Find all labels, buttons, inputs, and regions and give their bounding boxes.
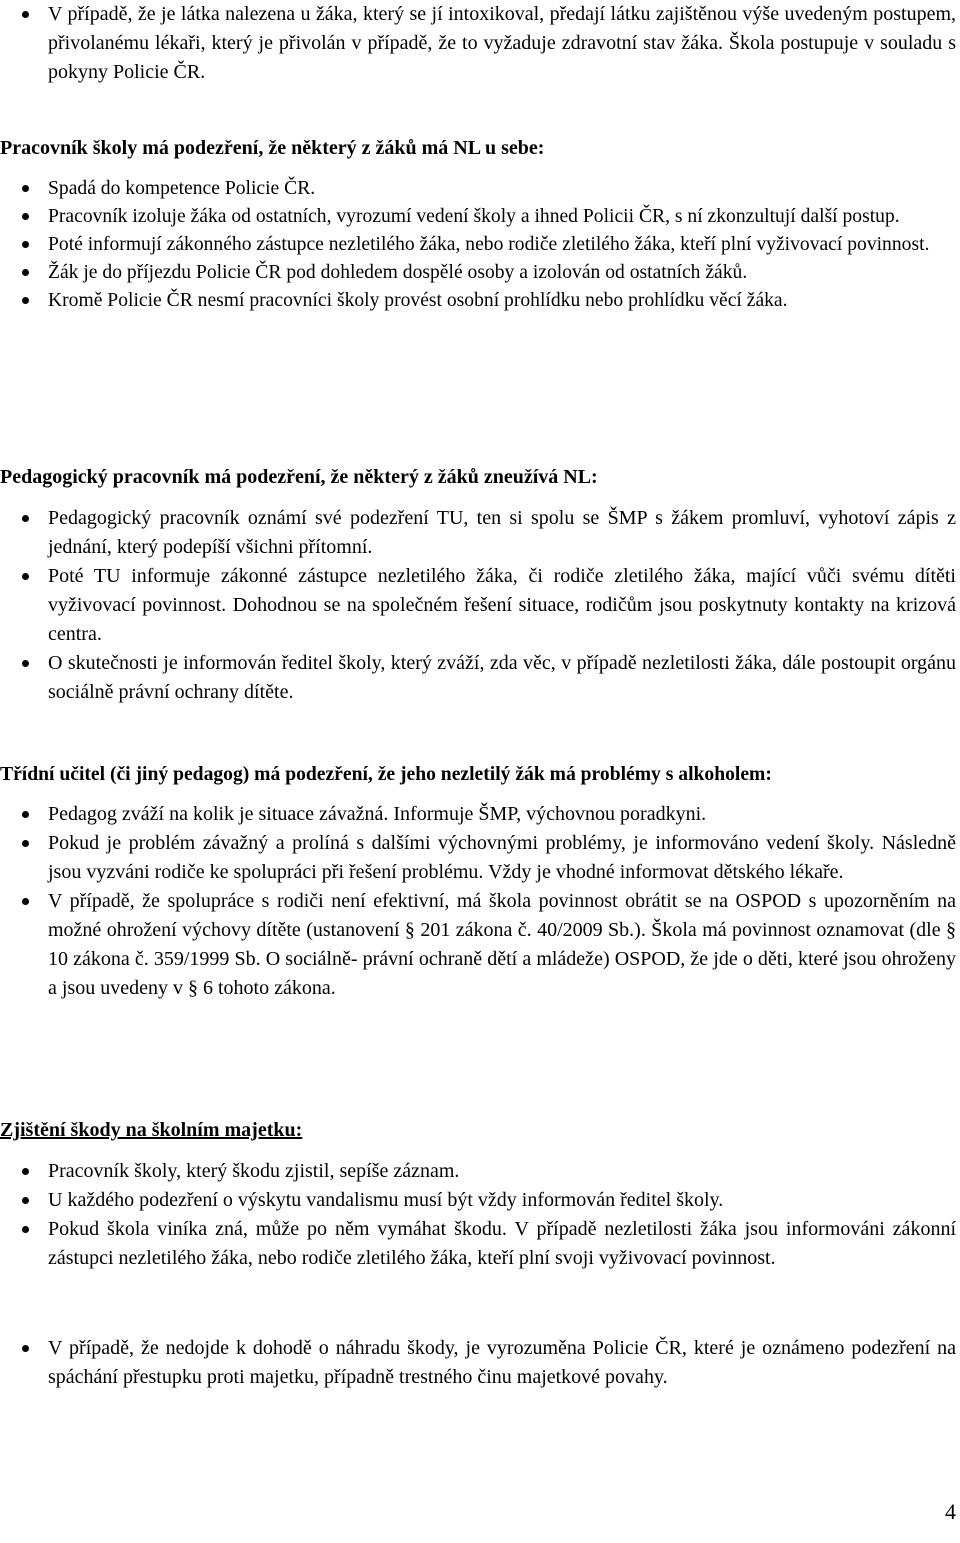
page-number: 4 [945,1499,956,1524]
bullet-list [0,0,956,87]
section-nl-possession [0,133,956,315]
section-heading: Pedagogický pracovník má podezření, že některý z žáků zneužívá NL: [0,466,598,488]
list-item-text: V případě, že je látka nalezena u žáka, který se jí intoxikoval, předají látku zajištěnou výše uvedeným postupem, přivolanému lékaři, který je přivolán v případě, že to vyžaduje zdravotní stav žáka. Škola postupuje v souladu s pokyny Policie ČR. [48,3,956,83]
bullet-icon [22,1168,29,1175]
list-item-text: Pokud je problém závažný a prolíná s dalšími výchovnými problémy, je informováno vedení školy. Následně jsou vyzváni rodiče ke spolupráci při řešení problému. Vždy je vhodné informovat dětského lékaře. [48,832,956,883]
bullet-icon [22,573,29,580]
section-nl-abuse [0,462,956,707]
bullet-icon [22,660,29,667]
section-intro [0,0,956,87]
bullet-icon [22,1345,29,1352]
bullet-icon [22,213,29,220]
list-item [0,504,956,562]
list-item-text: Poté informují zákonného zástupce nezletilého žáka, nebo rodiče zletilého žáka, kteří plní vyživovací povinnost. [48,234,930,255]
list-item-text: U každého podezření o výskytu vandalismu musí být vždy informován ředitel školy. [48,1189,724,1211]
list-item [0,287,956,315]
list-item-text: O skutečnosti je informován ředitel školy, který zváží, zda věc, v případě nezletilosti žáka, dále postoupit orgánu sociálně právní ochrany dítěte. [48,652,956,703]
section-heading: Zjištění škody na školním majetku: [0,1119,303,1141]
list-item [0,1157,956,1186]
bullet-list [0,504,956,707]
list-item-text: Žák je do příjezdu Policie ČR pod dohledem dospělé osoby a izolován od ostatních žáků. [48,262,748,283]
list-item [0,231,956,259]
section-heading: Pracovník školy má podezření, že některý z žáků má NL u sebe: [0,137,545,159]
list-item [0,259,956,287]
list-item-text: Poté TU informuje zákonné zástupce nezletilého žáka, či rodiče zletilého žáka, mající vůči svému dítěti vyživovací povinnost. Dohodnou se na společném řešení situace, rodičům jsou poskytnuty kontakty na krizová centra. [48,565,956,645]
section-property-damage [0,1115,956,1273]
list-item-text: Kromě Policie ČR nesmí pracovníci školy provést osobní prohlídku nebo prohlídku věcí žáka. [48,290,788,311]
bullet-icon [22,185,29,192]
list-item [0,649,956,707]
list-item [0,203,956,231]
list-item [0,562,956,649]
bullet-icon [22,269,29,276]
bullet-list [0,1334,956,1392]
bullet-icon [22,297,29,304]
list-item [0,887,956,1003]
bullet-icon [22,1226,29,1233]
list-item [0,0,956,87]
list-item-text: V případě, že spolupráce s rodiči není efektivní, má škola povinnost obrátit se na OSPOD s upozorněním na možné ohrožení výchovy dítěte (ustanovení § 201 zákona č. 40/2009 Sb.). Škola má povinnost oznamovat (dle § 10 zákona č. 359/1999 Sb. O sociálně- právní ochraně dětí a mládeže) OSPOD, že jde o děti, které jsou ohroženy a jsou uvedeny v § 6 tohoto zákona. [48,890,956,999]
bullet-icon [22,11,29,18]
list-item [0,1334,956,1392]
section-compensation [0,1334,956,1392]
bullet-icon [22,241,29,248]
list-item [0,1215,956,1273]
list-item-text: Pedagogický pracovník oznámí své podezření TU, ten si spolu se ŠMP s žákem promluví, vyhotoví zápis z jednání, který podepíší všichni přítomní. [48,507,956,558]
list-item [0,175,956,203]
bullet-icon [22,515,29,522]
list-item-text: Pedagog zváží na kolik je situace závažná. Informuje ŠMP, výchovnou poradkyni. [48,803,707,825]
list-item [0,829,956,887]
bullet-icon [22,811,29,818]
bullet-icon [22,840,29,847]
list-item [0,1186,956,1215]
list-item-text: Pracovník izoluje žáka od ostatních, vyrozumí vedení školy a ihned Policii ČR, s ní zkonzultují další postup. [48,206,900,227]
bullet-list [0,1157,956,1273]
bullet-list [0,175,956,315]
list-item-text: Pokud škola viníka zná, může po něm vymáhat škodu. V případě nezletilosti žáka jsou informováni zákonní zástupci nezletilého žáka, nebo rodiče zletilého žáka, kteří plní svoji vyživovací povinnost. [48,1218,956,1269]
section-heading: Třídní učitel (či jiný pedagog) má podezření, že jeho nezletilý žák má problémy s alkoholem: [0,764,772,785]
bullet-icon [22,898,29,905]
list-item-text: V případě, že nedojde k dohodě o náhradu škody, je vyrozuměna Policie ČR, které je oznámeno podezření na spáchání přestupku proti majetku, případně trestného činu majetkové povahy. [48,1337,956,1388]
bullet-icon [22,1197,29,1204]
bullet-list [0,800,956,1003]
list-item [0,800,956,829]
section-alcohol [0,760,956,1003]
list-item-text: Spadá do kompetence Policie ČR. [48,178,316,199]
list-item-text: Pracovník školy, který škodu zjistil, sepíše záznam. [48,1160,460,1182]
